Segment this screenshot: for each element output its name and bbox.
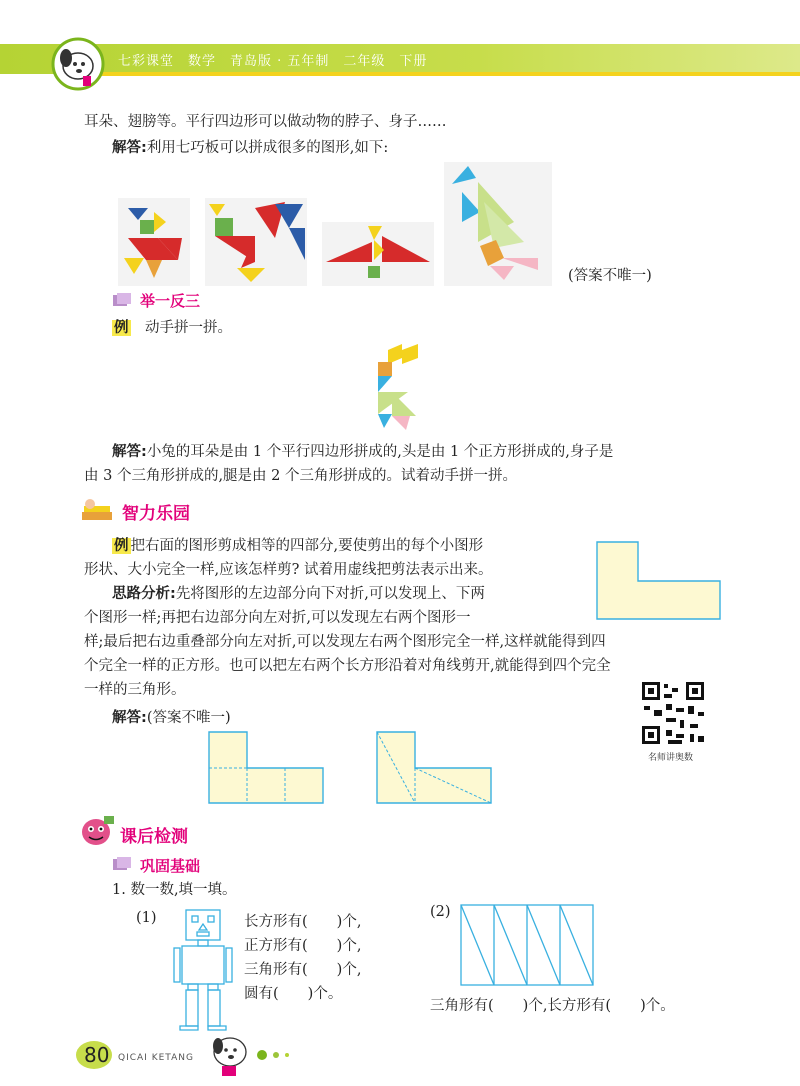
- rectangles-figure: [460, 904, 594, 986]
- question1-part1-number: (1): [136, 910, 157, 926]
- answer1-label: 解答:: [112, 140, 147, 156]
- answer1-note: (答案不唯一): [568, 268, 652, 284]
- footer-mascot-icon: [206, 1030, 252, 1078]
- analysis-label: 思路分析:: [112, 586, 176, 602]
- footer-brand: QICAI KETANG: [118, 1053, 194, 1063]
- l-shape-figure: [596, 541, 722, 621]
- header-bar: [0, 44, 800, 78]
- example1-line: [112, 316, 232, 340]
- question1-part1-line4: 圆有( )个。: [244, 986, 343, 1002]
- analysis-line2: 个图形一样;再把右边部分向左对折,可以发现左右两个图形一: [84, 610, 471, 626]
- answer3-line: [112, 706, 231, 730]
- puzzle-tag: 例: [114, 538, 129, 554]
- question1-part2-line: 三角形有( )个,长方形有( )个。: [430, 998, 675, 1014]
- tangram-bird-figure: [118, 198, 190, 286]
- puzzle-text1: 把右面的图形剪成相等的四部分,要使剪出的每个小图形: [130, 538, 484, 554]
- monster-mascot-icon: [76, 812, 116, 848]
- tangram-rooster-figure: [205, 198, 307, 286]
- question1-part1-line2: 正方形有( )个,: [244, 938, 362, 954]
- robot-figure: [172, 908, 234, 1032]
- answer3-label: 解答:: [112, 710, 147, 726]
- footer-dots-decoration: [256, 1048, 300, 1062]
- answer2-label: 解答:: [112, 444, 147, 460]
- question1-part1-line3: 三角形有( )个,: [244, 962, 362, 978]
- example1-text: 动手拼一拼。: [145, 320, 232, 336]
- qr-caption: 名师讲奥数: [648, 753, 694, 763]
- answer1-text: 利用七巧板可以拼成很多的图形,如下:: [146, 140, 389, 156]
- answer1-paragraph: [112, 136, 388, 160]
- example1-tag: 例: [114, 320, 129, 336]
- header-title: 七彩课堂 数学 青岛版 · 五年制 二年级 下册: [118, 54, 428, 69]
- tangram-rabbit-example-figure: [366, 344, 424, 434]
- answer-cut-triangles-figure: [376, 731, 494, 805]
- analysis-line5: 一样的三角形。: [84, 682, 186, 698]
- analysis-text1: 先将图形的左边部分向下对折,可以发现上、下两: [175, 586, 485, 602]
- puzzle-line2: 形状、大小完全一样,应该怎样剪? 试着用虚线把剪法表示出来。: [84, 562, 493, 578]
- answer2-line2: 由 3 个三角形拼成的,腿是由 2 个三角形拼成的。试着动手拼一拼。: [84, 468, 517, 484]
- question1-part1-line1: 长方形有( )个,: [244, 914, 362, 930]
- intro-line: 耳朵、翅膀等。平行四边形可以做动物的脖子、身子……: [84, 114, 447, 130]
- answer2-text1: 小兔的耳朵是由 1 个平行四边形拼成的,头是由 1 个正方形拼成的,身子是: [146, 444, 614, 460]
- qr-code-icon[interactable]: [640, 680, 706, 746]
- book-icon: [112, 856, 134, 874]
- tangram-bird-flying-figure: [322, 222, 434, 286]
- section-example1-title: 举一反三: [140, 292, 201, 310]
- section-check-title: 课后检测: [120, 827, 188, 847]
- answer-cut-squares-figure: [208, 731, 326, 805]
- analysis-line4: 个完全一样的正方形。也可以把左右两个长方形沿着对角线剪开,就能得到四个完全: [84, 658, 611, 674]
- puzzle-line1: [112, 534, 483, 558]
- puzzle-books-icon: [80, 498, 116, 524]
- page-number: 80: [84, 1043, 110, 1067]
- mascot-dog-icon: [48, 36, 110, 92]
- answer3-text: (答案不唯一): [146, 710, 231, 726]
- question1-title: 1. 数一数,填一填。: [112, 882, 237, 898]
- section-check-subtitle: 巩固基础: [140, 857, 201, 875]
- question1-part2-number: (2): [430, 904, 451, 920]
- header-yellow-line: [90, 72, 800, 76]
- tangram-rabbit-figure: [444, 162, 552, 286]
- answer2-line1: [112, 440, 613, 464]
- section-puzzle-title: 智力乐园: [122, 504, 190, 524]
- analysis-line3: 样;最后把右边重叠部分向左对折,可以发现左右两个图形完全一样,这样就能得到四: [84, 634, 606, 650]
- analysis-line1: [112, 582, 485, 606]
- book-icon: [112, 292, 134, 310]
